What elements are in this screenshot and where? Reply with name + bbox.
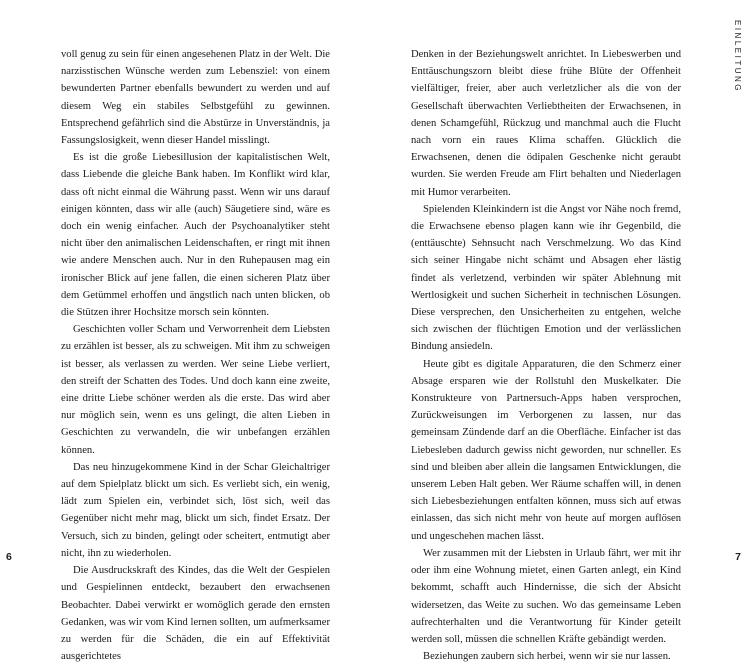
- paragraph: Heute gibt es digitale Apparaturen, die den Schmerz einer Absage ersparen wie der Rollstuhl den Muskelkater. Die Konstrukteure von Partnersuch-Apps haben versprochen, Zurückweisungen im Verborgenen zu lassen, nur das gemeinsam Zündende darf an die Oberfläche. Einfacher ist das Liebesleben dadurch gewiss nicht geworden, nur schneller. Es sind und bleiben aber allein die langsamen Entwicklungen, die unserem Leben Halt geben. Wer Räume schaffen will, in denen sich Liebesbeziehungen entfalten können, muss sich auf etwas einlassen, das sich nicht mehr von heute auf morgen auflösen und ungeschehen machen lässt.: [411, 358, 681, 542]
- paragraph: Das neu hinzugekommene Kind in der Schar Gleichaltriger auf dem Spielplatz blickt um sich. Es verliebt sich, ein wenig, lädt zum Spielen ein, verbindet sich, löst sich, weil das Gegenüber nicht mehr mag, blickt um sich, findet Ersatz. Der Versuch, sich zu binden, gelingt oder scheitert, entmutigt aber nicht, ihn zu wiederholen.: [61, 461, 330, 559]
- paragraph: Spielenden Kleinkindern ist die Angst vor Nähe noch fremd, die Erwachsene ebenso plagen kann wie ihr Gegenbild, die (enttäuschte) Sehnsucht nach Verschmelzung. Wo das Kind sich seiner Hingabe nicht schämt und Absagen eher lästig findet als verletzend, verbinden wir später Ablehnung mit Wertlosigkeit und suchen Sicherheit in technischen Lösungen. Diese versprechen, den Unsicherheiten zu entgehen, welche sich zwischen der flüchtigen Emotion und der verlässlichen Bindung ansiedeln.: [411, 203, 681, 353]
- right-text-column: [411, 46, 681, 665]
- paragraph: Es ist die große Liebesillusion der kapitalistischen Welt, dass Liebende die gleiche Bank haben. Im Konflikt wird klar, dass oft nicht einmal die Währung passt. Wenn wir uns darauf einigen könnten, dass wir alle (auch) Säugetiere sind, wäre es doch ein wenig einfacher. Auch der Psychoanalytiker steht nicht über den animalischen Leidenschaften, er ringt mit ihnen wie andere Menschen auch. Nur in den Ruhepausen mag ein ironischer Blick auf jene fallen, die einen sicheren Platz über dem Getümmel erhoffen und ängstlich nach unten blicken, ob die Stützen ihrer Hochsitze morsch sein könnten.: [61, 152, 330, 319]
- paragraph: voll genug zu sein für einen angesehenen Platz in der Welt. Die narzisstischen Wünsche werden zum Lebensziel: von einem bewunderten Partner ebenfalls bewundert zu werden und auf diesem Weg ein stabiles Selbstgefühl zu gewinnen. Entsprechend gefährlich sind die Abstürze in Unverständnis, ja Fassungslosigkeit, wenn dieser Handel misslingt.: [61, 49, 330, 147]
- page-number: 7: [735, 551, 741, 563]
- paragraph: Denken in der Beziehungswelt anrichtet. In Liebeswerben und Enttäuschungszorn bleibt diese frühe Blüte der Offenheit vielfältiger, freier, aber auch verletzlicher als die von der Gesellschaft überwachten Verliebtheiten der Erwachsenen, in denen Schamgefühl, Rückzug und manchmal auch die Flucht nach vorn ein raues Klima schaffen. Glücklich die Erwachsenen, denen die ödipalen Geschenke nicht geraubt wurden. Sie werden Freude am Flirt behalten und Niederlagen mit Humor verarbeiten.: [411, 49, 681, 198]
- left-text-column: [61, 46, 330, 665]
- paragraph: Die Ausdruckskraft des Kindes, das die Welt der Gespielen und Gespielinnen entdeckt, bezaubert den erwachsenen Beobachter. Dabei verwirkt er womöglich gerade den ernsten Gedanken, was wir vom Kind lernen sollten, um aufmerksamer zu werden für die Schäden, die ein auf Effektivität ausgerichtetes: [61, 565, 330, 663]
- left-page: [0, 0, 375, 663]
- page-number: 6: [6, 551, 12, 563]
- paragraph: Beziehungen zaubern sich herbei, wenn wir sie nur lassen.: [423, 651, 671, 663]
- paragraph: Geschichten voller Scham und Verworrenheit dem Liebsten zu erzählen ist besser, als zu schweigen. Mit ihm zu schweigen ist besser, als verlassen zu werden. Wer seine Liebe verliert, den streift der Schatten des Todes. Und doch kann eine zweite, eine dritte Liebe schöner werden als die erste. Das wird aber nur möglich sein, wenn es uns gelingt, die alten Lieben in Geschichten zu verwandeln, die wir unbefangen erzählen können.: [61, 324, 330, 456]
- paragraph: Wer zusammen mit der Liebsten in Urlaub fährt, wer mit ihr oder ihm eine Wohnung mietet, einen Garten anlegt, ein Kind bekommt, schafft auch Hindernisse, die sich der Absicht widersetzen, das Weite zu suchen. Wo das gemeinsame Leben aufrechterhalten und die Verantwortung für Kinder geteilt werden soll, müssen die schnellen Kräfte gebändigt werden.: [411, 547, 681, 645]
- right-page: [375, 0, 750, 663]
- running-head: EINLEITUNG: [733, 20, 742, 94]
